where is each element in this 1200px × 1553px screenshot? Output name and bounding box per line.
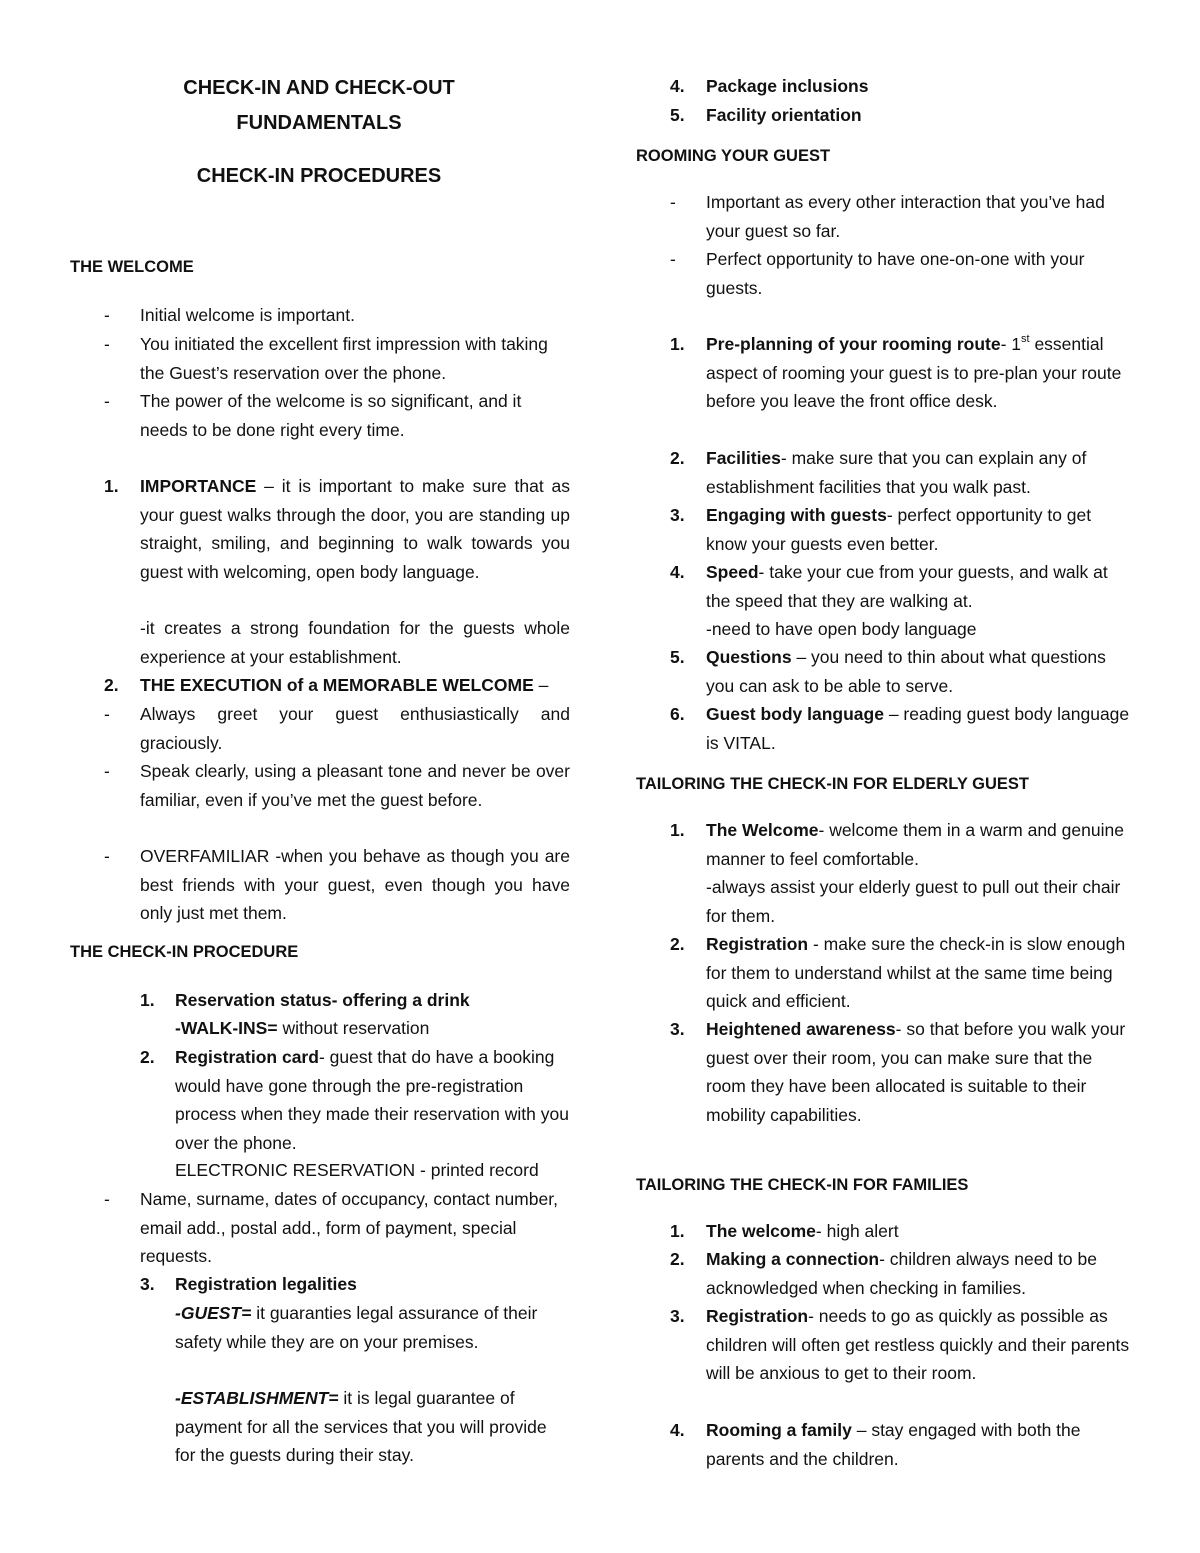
bold-term: Package inclusions [706,76,869,96]
list-item-body: - welcome them in a warm and genuine manner to feel comfortable. [706,820,1124,869]
list-item-body: - make sure that you can explain any of establishment facilities that you walk past. [706,448,1087,497]
section-heading: ROOMING YOUR GUEST [636,147,831,165]
list-item [70,614,570,672]
list-item-body: You initiated the excellent first impression with taking the Guest’s reservation over the phone. [140,334,548,383]
section-heading: THE CHECK-IN PROCEDURE [70,943,299,961]
list-item-text [706,444,1136,501]
list-item-body: Always greet your guest enthusiastically and graciously. [140,704,570,753]
list-marker: 4. [670,76,685,96]
list-item-text [140,757,570,814]
bold-term: Heightened awareness [706,1019,896,1039]
section-title: CHECK-IN PROCEDURES [196,165,442,187]
list-item [70,1299,570,1385]
list-item-text [706,816,1136,873]
list-item-text [706,101,1136,130]
list-marker: 4. [670,562,685,582]
list-item-body: - guest that do have a booking would have gone through the pre-registration process when they made their reservation with you over the phone. [175,1047,569,1153]
list-item-text [706,930,1136,1016]
bold-term: THE EXECUTION of a MEMORABLE WELCOME [140,675,534,695]
list-item-body: - so that before you walk your guest over their room, you can make sure that the room they have been allocated is suitable to their mobility capabilities. [706,1019,1126,1125]
list-item-body: - high alert [815,1221,899,1241]
list-marker: 3. [670,505,685,525]
bold-term: The welcome [706,1221,816,1241]
list-item-body: Perfect opportunity to have one-on-one with your guests. [706,249,1085,298]
list-item-text [140,1185,570,1271]
list-item [70,671,570,701]
list-item-body: - children always need to be acknowledged when checking in families. [706,1249,1097,1298]
list-item-text [706,1217,1136,1246]
list-item [70,301,570,331]
list-item [636,1302,1136,1416]
list-marker: 5. [670,105,685,125]
list-item-body: Important as every other interaction that you’ve had your guest so far. [706,192,1105,241]
list-item-text [706,245,1136,302]
list-marker: 6. [670,704,685,724]
list-item-text [706,873,1136,930]
list-item-text [706,1015,1136,1129]
list-marker: 4. [670,1420,685,1440]
list-marker: 2. [104,675,119,695]
list-item-text [706,1416,1136,1473]
list-marker: 2. [670,934,685,954]
section-heading: TAILORING THE CHECK-IN FOR ELDERLY GUEST [636,775,1029,793]
list-item [636,72,1136,102]
list-marker: - [104,334,110,354]
list-item-body: Speak clearly, using a pleasant tone and never be over familiar, even if you’ve met the guest before. [140,761,570,810]
list-item-body: – you need to thin about what questions you can ask to be able to serve. [706,647,1106,696]
list-item-text [706,72,1136,101]
list-item [636,1217,1136,1247]
list-item-text [175,986,570,1015]
list-item [636,1416,1136,1474]
list-item-body: -always assist your elderly guest to pull out their chair for them. [706,877,1121,926]
list-marker: 2. [670,448,685,468]
list-marker: 1. [670,334,685,354]
bold-term: Questions [706,647,792,667]
list-marker: - [104,761,110,781]
list-item [636,1245,1136,1303]
list-item-text [140,301,570,330]
list-item [70,1384,570,1470]
list-marker: 3. [670,1019,685,1039]
list-item-body: it is legal guarantee of payment for all the services that you will provide for the guests during their stay. [175,1388,547,1465]
list-item [70,1156,570,1186]
list-item [636,700,1136,758]
bold-term: Reservation status- offering a drink [175,990,470,1010]
list-item-text [706,501,1136,558]
list-item-body: - perfect opportunity to get know your guests even better. [706,505,1092,554]
bold-term: Making a connection [706,1249,880,1269]
italic-term: -ESTABLISHMENT= [175,1388,339,1408]
list-item [70,1185,570,1271]
list-marker: 3. [670,1306,685,1326]
list-marker: 2. [670,1249,685,1269]
list-item-text [175,1156,570,1185]
list-item-body: Name, surname, dates of occupancy, contact number, email add., postal add., form of payment, special requests. [140,1189,558,1266]
bold-term: Facilities [706,448,781,468]
list-item-text [175,1014,570,1043]
list-item-body: ELECTRONIC RESERVATION - printed record [175,1160,539,1180]
list-marker: - [104,704,110,724]
list-marker: 1. [140,990,155,1010]
list-item-text [706,558,1136,615]
list-item-text [140,700,570,757]
list-item [70,387,570,445]
list-item [636,444,1136,502]
list-item-text [706,615,1136,644]
bold-term: IMPORTANCE [140,476,257,496]
list-item-body: - needs to go as quickly as possible as children will often get restless quickly and their parents will be anxious to get to their room. [706,1306,1130,1383]
list-item [636,188,1136,246]
bold-term: Pre-planning of your rooming route [706,334,1001,354]
list-item [636,558,1136,616]
bold-term: Registration legalities [175,1274,357,1294]
list-item-text [140,842,570,928]
bold-term: Registration card [175,1047,319,1067]
list-item [636,930,1136,1016]
list-item-text [706,330,1136,416]
list-marker: 5. [670,647,685,667]
list-item [636,816,1136,874]
list-item-body: OVERFAMILIAR -when you behave as though you are best friends with your guest, even though you have only just met them. [140,846,570,923]
list-item-text [175,1384,570,1470]
list-item-text [175,1043,570,1157]
list-item-body: - take your cue from your guests, and walk at the speed that they are walking at. [706,562,1108,611]
list-item [70,1043,570,1157]
bold-term: Guest body language [706,704,884,724]
list-item [70,1270,570,1300]
list-item-text [706,1302,1136,1388]
superscript: st [1021,333,1030,346]
list-marker: 2. [140,1047,155,1067]
section-heading: TAILORING THE CHECK-IN FOR FAMILIES [636,1176,969,1194]
list-marker: 1. [104,476,119,496]
bold-term: The Welcome [706,820,819,840]
italic-term: -GUEST= [175,1303,252,1323]
list-item-body: without reservation [277,1018,430,1038]
list-item-text [140,387,570,444]
list-item-body: – stay engaged with both the parents and the children. [706,1420,1081,1469]
bold-term: Engaging with guests [706,505,887,525]
list-marker: 1. [670,1221,685,1241]
document-title-line-2: FUNDAMENTALS [236,112,402,134]
list-item [636,101,1136,131]
list-item [70,700,570,758]
bold-term: Facility orientation [706,105,862,125]
list-item-body: - make sure the check-in is slow enough for them to understand whilst at the same time being quick and efficient. [706,934,1126,1011]
list-item-text [175,1299,570,1356]
bold-term: -WALK-INS= [175,1018,278,1038]
list-item-body: it guaranties legal assurance of their safety while they are on your premises. [175,1303,538,1352]
bold-term: Rooming a family [706,1420,852,1440]
list-item-body: – [533,675,549,695]
section-heading: THE WELCOME [70,258,194,276]
list-marker: - [670,192,676,212]
list-marker: - [104,846,110,866]
list-item [70,472,570,615]
list-marker: - [104,1189,110,1209]
list-item-text [706,643,1136,700]
list-item-text [140,330,570,387]
list-item [70,986,570,1016]
list-marker: - [104,305,110,325]
list-item-text [140,671,570,700]
list-item-body: – reading guest body language is VITAL. [706,704,1130,753]
list-item [70,1014,570,1044]
list-marker: - [104,391,110,411]
list-marker: 1. [670,820,685,840]
list-item-body: – it is important to make sure that as your guest walks through the door, you are standing up straight, smiling, and beginning to walk towards you guest with welcoming, open body language. [140,476,570,582]
bold-term: Speed [706,562,759,582]
list-item [636,1015,1136,1129]
list-marker: 3. [140,1274,155,1294]
list-item-body: -need to have open body language [706,619,977,639]
list-item [636,615,1136,645]
list-item [70,842,570,928]
list-item [636,330,1136,444]
list-item [636,245,1136,303]
list-item [636,501,1136,559]
list-item [70,757,570,843]
list-item-text [175,1270,570,1299]
list-item-body: Initial welcome is important. [140,305,355,325]
list-item [636,643,1136,701]
list-item-body: -it creates a strong foundation for the guests whole experience at your establishment. [140,618,570,667]
bold-term: Registration [706,1306,809,1326]
list-item-body: The power of the welcome is so significant, and it needs to be done right every time. [140,391,522,440]
list-marker: - [670,249,676,269]
list-item-body: - 1st essential aspect of rooming your guest is to pre-plan your route before you leave the front office desk. [706,333,1122,411]
bold-term: Registration [706,934,809,954]
list-item [636,873,1136,931]
list-item [70,330,570,388]
list-item-text [706,1245,1136,1302]
list-item-text [140,614,570,671]
list-item-text [140,472,570,586]
list-item-text [706,188,1136,245]
document-title-line-1: CHECK-IN AND CHECK-OUT [183,77,455,99]
list-item-text [706,700,1136,757]
